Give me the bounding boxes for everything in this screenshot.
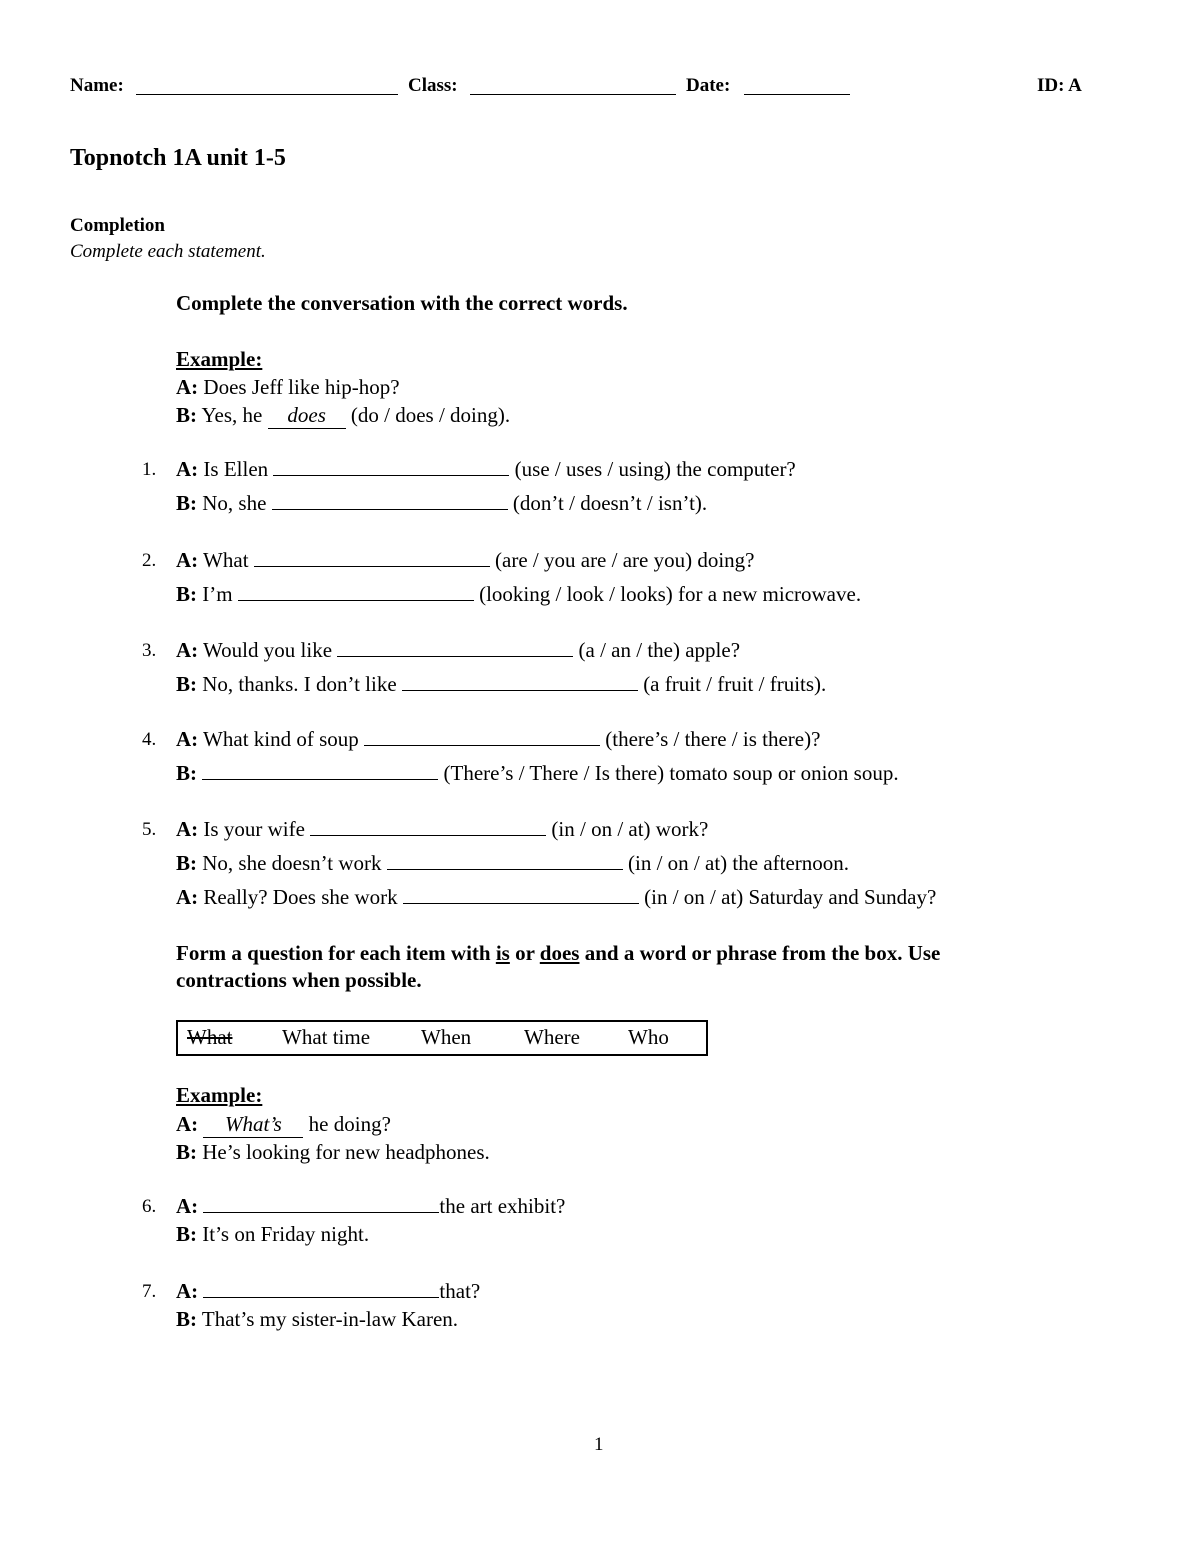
answer-blank[interactable]	[272, 493, 508, 510]
item-line: A: Is your wife (in / on / at) work?	[176, 817, 709, 841]
item-line: A: What kind of soup (there’s / there / is there)?	[176, 727, 821, 751]
answer-blank[interactable]	[387, 853, 623, 870]
word-box-item: Where	[524, 1025, 580, 1049]
page-number: 1	[594, 1434, 604, 1455]
item-line: B: No, she (don’t / doesn’t / isn’t).	[176, 491, 708, 515]
answer-blank[interactable]	[337, 640, 573, 657]
part1-instruction: Complete the conversation with the correct words.	[176, 291, 628, 315]
item-line: A: Really? Does she work (in / on / at) Saturday and Sunday?	[176, 885, 937, 909]
item-number: 6.	[142, 1196, 157, 1217]
item-line: A: Is Ellen (use / uses / using) the computer?	[176, 457, 796, 481]
example-answer: What’s	[203, 1112, 303, 1138]
item-number: 7.	[142, 1281, 157, 1302]
answer-blank[interactable]	[238, 584, 474, 601]
id-label: ID: A	[1037, 75, 1082, 96]
part1-example-a: A: Does Jeff like hip-hop?	[176, 375, 400, 399]
section-instruction: Complete each statement.	[70, 241, 266, 262]
answer-blank[interactable]	[310, 819, 546, 836]
word-box-item: Who	[628, 1025, 669, 1049]
item-number: 5.	[142, 819, 157, 840]
answer-blank[interactable]	[364, 729, 600, 746]
word-box	[176, 1020, 708, 1056]
item-line: A: that?	[176, 1279, 481, 1303]
answer-blank[interactable]	[203, 1196, 439, 1213]
word-box-item: What	[187, 1025, 233, 1049]
word-box-item: When	[421, 1025, 472, 1049]
answer-blank[interactable]	[202, 763, 438, 780]
item-line: B: No, she doesn’t work (in / on / at) the afternoon.	[176, 851, 850, 875]
word-box-item: What time	[282, 1025, 371, 1049]
answer-blank[interactable]	[254, 550, 490, 567]
class-field[interactable]	[470, 80, 676, 95]
item-line: B: I’m (looking / look / looks) for a new microwave.	[176, 582, 862, 606]
name-field[interactable]	[136, 80, 398, 95]
date-field[interactable]	[744, 80, 850, 95]
part2-example-b: B: He’s looking for new headphones.	[176, 1140, 490, 1164]
class-label: Class:	[408, 75, 458, 96]
item-line: A: What (are / you are / are you) doing?	[176, 548, 755, 572]
part2-instruction: Form a question for each item with is or does and a word or phrase from the box. Use	[176, 941, 941, 965]
item-number: 3.	[142, 640, 157, 661]
answer-blank[interactable]	[403, 887, 639, 904]
item-line: A: Would you like (a / an / the) apple?	[176, 638, 741, 662]
part2-instruction-line2: contractions when possible.	[176, 968, 422, 992]
part2-example-label: Example:	[176, 1083, 263, 1107]
part1-example-b: B: Yes, he does (do / does / doing).	[176, 403, 511, 427]
part2-example-a: A: What’s he doing?	[176, 1112, 391, 1136]
item-line: A: the art exhibit?	[176, 1194, 566, 1218]
part1-example-label: Example:	[176, 347, 263, 371]
answer-blank[interactable]	[273, 459, 509, 476]
answer-blank[interactable]	[203, 1281, 439, 1298]
page-title: Topnotch 1A unit 1-5	[70, 145, 286, 171]
date-label: Date:	[686, 75, 731, 96]
item-number: 2.	[142, 550, 157, 571]
example-answer: does	[268, 403, 346, 429]
item-line: B: (There’s / There / Is there) tomato soup or onion soup.	[176, 761, 899, 785]
item-number: 1.	[142, 459, 157, 480]
item-line: B: No, thanks. I don’t like (a fruit / fruit / fruits).	[176, 672, 827, 696]
section-heading: Completion	[70, 215, 165, 236]
item-line: B: It’s on Friday night.	[176, 1222, 370, 1246]
answer-blank[interactable]	[402, 674, 638, 691]
name-label: Name:	[70, 75, 124, 96]
item-number: 4.	[142, 729, 157, 750]
item-line: B: That’s my sister-in-law Karen.	[176, 1307, 459, 1331]
